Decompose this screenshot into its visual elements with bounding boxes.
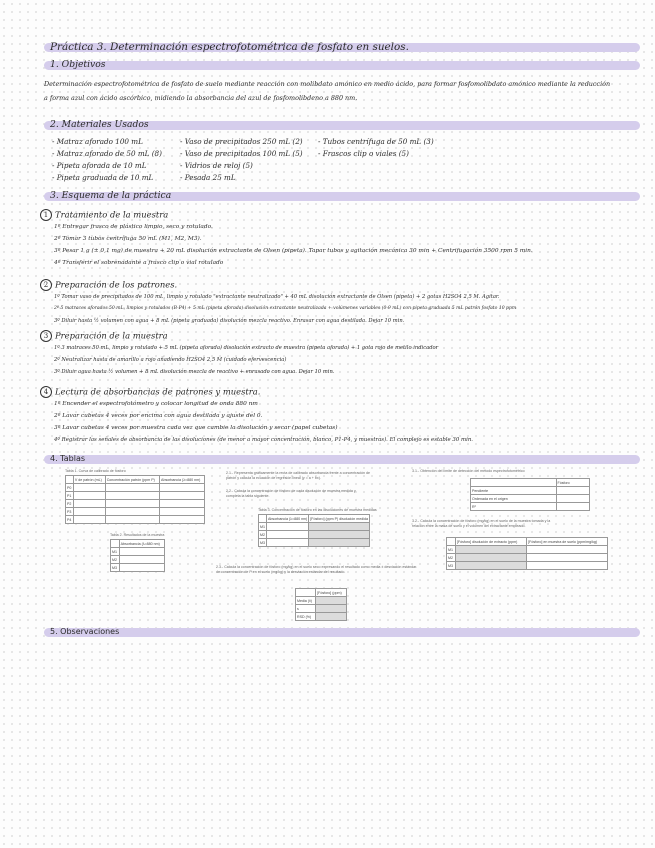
- step-1-title: [40, 209, 168, 221]
- table-header-cell: [Fósforo] (ppm P) disolución medida: [310, 516, 368, 521]
- table-row-label: M3: [260, 540, 265, 545]
- section-band-observaciones: [44, 628, 640, 637]
- table-2: [110, 539, 165, 572]
- table-cell[interactable]: [119, 548, 164, 556]
- table-cell[interactable]: [105, 484, 159, 492]
- table-header-cell: [Fósforo] en muestra de suelo (ppm/mg/kg): [527, 538, 608, 546]
- question-text: 2.2.- Calcula la concentración de fósforo de cada disolución de muestra medida y: [226, 489, 356, 493]
- table-row-label: M1: [111, 548, 120, 556]
- question-text: 3.2.- Calcula la concentración de fósforo (mg/kg) en el suelo de la muestra tomada y la: [412, 519, 551, 523]
- table-header-cell: [Fósforo] (ppm): [316, 589, 347, 597]
- material-item: - Vaso de precipitados 100 mL (5): [180, 149, 303, 158]
- table-row-label: s: [296, 605, 316, 613]
- table-cell[interactable]: [309, 523, 370, 531]
- table-cell[interactable]: [160, 500, 205, 508]
- table-cell[interactable]: [316, 605, 347, 613]
- table-4: [295, 588, 347, 621]
- table-cell[interactable]: [73, 516, 105, 524]
- question-3-1: 3.1.- Obtención del límite de detección del método espectrofotométrico: [412, 469, 525, 473]
- step-line: 3º Pesar 1 g (± 0,1 mg) de muestra + 20 mL disolución extractante de Olsen (pipeta). Tapar tubos y agitación mecánica 30 min + Centrifugación 3500 rpm 5 min.: [54, 248, 533, 254]
- table-header-cell: [259, 515, 267, 523]
- table-header-cell: [447, 538, 456, 546]
- table-header-cell: Concentración patrón (ppm P): [105, 476, 159, 484]
- table-cell[interactable]: [105, 492, 159, 500]
- table-cell[interactable]: [455, 546, 526, 554]
- table-row-label: Media (x̄): [296, 597, 316, 605]
- table-6: [446, 537, 608, 570]
- material-item: - Tubos centrífuga de 50 mL (3): [318, 137, 434, 146]
- table-cell[interactable]: [119, 556, 164, 564]
- question-2-3: [216, 565, 417, 575]
- table-cell[interactable]: [160, 484, 205, 492]
- table-row-label: P2: [67, 501, 72, 506]
- table-cell[interactable]: [105, 516, 159, 524]
- material-item: - Vaso de precipitados 250 mL (2): [180, 137, 303, 146]
- table-cell[interactable]: [556, 495, 590, 503]
- step-number-badge: 4: [40, 386, 52, 398]
- step-line: 1º Tomar vaso de precipitados de 100 mL, limpio y rotulado "extractante neutralizado" + 40 mL disolución extractante de Olsen (pipeta) + 2 gotas H2SO4 2,5 M. Agitar.: [54, 294, 500, 300]
- table-header-cell: [66, 476, 74, 484]
- material-item: - Frascos clip o viales (5): [318, 149, 409, 158]
- table-cell[interactable]: [73, 500, 105, 508]
- table-header-cell: Absorbancia (λ=880 nm): [119, 540, 164, 548]
- table-cell[interactable]: [556, 503, 590, 511]
- material-item: - Pesada 25 mL: [180, 173, 236, 182]
- question-text: patrón y calcula la ecuación de regresión lineal (y = a + bx).: [226, 476, 321, 481]
- table-5: [470, 478, 590, 511]
- objective-line-1: Determinación espectrofotométrica de fosfato de suelo mediante reacción con molibdato amónico en medio ácido, para formar fosfomolibdato amónico mediante la reducción: [44, 80, 611, 88]
- material-item: - Matraz aforado 100 mL: [52, 137, 143, 146]
- step-line: 3º Diluir hasta ½ volumen con agua + 8 mL (pipeta graduada) disolución mezcla reactivo. Enrasar con agua destilada. Dejar 10 min.: [54, 318, 405, 324]
- question-text: de concentración de P en el suelo (mg/kg) y la desviación estándar del resultado.: [216, 570, 346, 575]
- objective-line-2: a forma azul con ácido ascórbico, midiendo la absorbancia del azul de fosfomolibdeno a 880 nm.: [44, 94, 358, 102]
- table-cell[interactable]: [316, 597, 347, 605]
- table-header-cell: Absorbancia (λ=880 nm): [268, 516, 308, 521]
- table-cell[interactable]: [267, 531, 309, 539]
- section-band-tablas: [44, 455, 640, 464]
- table-row-label: M2: [447, 554, 456, 562]
- step-line: 2º 5 matraces aforados 50 mL, limpios y rotulados (B-P4) + 5 mL (pipeta aforada) disolución extractante neutralizada + volúmenes variables (0-9 mL) con pipeta graduada 5 mL patrón fosfato 10 ppm: [54, 306, 517, 311]
- table-row-label: Pendiente: [471, 487, 557, 495]
- step-line: 4º Transferir el sobrenadante a frasco clip o vial rotulado: [54, 260, 224, 266]
- step-line: 1º Encender el espectrofotómetro y colocar longitud de onda 880 nm: [54, 401, 258, 407]
- table-row-label: M1: [447, 546, 456, 554]
- table-cell[interactable]: [455, 562, 526, 570]
- table-cell[interactable]: [160, 516, 205, 524]
- table-row-label: M3: [447, 562, 456, 570]
- question-2-1: [226, 471, 370, 481]
- step-line: 3º Diluir agua hasta ½ volumen + 8 mL disolución mezcla de reactivo + enrasado con agua. Dejar 10 min.: [54, 369, 335, 375]
- question-3-2: [412, 519, 550, 529]
- table-row-label: M2: [111, 556, 120, 564]
- step-line: 2º Tomar 3 tubos centrífuga 50 mL (M1, M2, M3).: [54, 236, 202, 242]
- table-row-label: M2: [260, 532, 265, 537]
- table-header-cell: V de patrón (mL): [73, 476, 105, 484]
- table-cell[interactable]: [73, 508, 105, 516]
- question-text: completa la tabla siguiente.: [226, 494, 270, 499]
- question-text: 2.3.- Calcula la concentración de fósforo (mg/kg) en el suelo seco expresando el resultado como media ± desviación estándar.: [216, 565, 418, 569]
- step-4-title: [40, 386, 260, 398]
- step-title-text: Tratamiento de la muestra: [55, 209, 169, 220]
- table-row-label: P0: [67, 485, 72, 490]
- step-title-text: Preparación de los patrones.: [55, 279, 178, 290]
- table-cell[interactable]: [160, 492, 205, 500]
- table-cell[interactable]: [267, 523, 309, 531]
- table-row-label: M1: [260, 524, 265, 529]
- table-cell[interactable]: [527, 546, 608, 554]
- table-header-cell: [Fósforo] disolución de extracto (ppm): [455, 538, 526, 546]
- step-number-badge: 1: [40, 209, 52, 221]
- table-3: [258, 514, 370, 547]
- table-1-caption: Tabla 1. Curva de calibrado de fósforo: [65, 469, 126, 473]
- section-band-objetivos: [44, 61, 640, 70]
- section-heading-materiales: 2. Materiales Usados: [50, 119, 149, 130]
- table-row-label: P4: [67, 517, 72, 522]
- material-item: - Pipeta graduada de 10 mL: [52, 173, 154, 182]
- step-line: 3º Lavar cubetas 4 veces por muestra cada vez que cambie la disolución y secar (papel cubetas): [54, 425, 338, 431]
- page-title: Práctica 3. Determinación espectrofotométrica de fosfato en suelos.: [50, 41, 409, 53]
- table-cell[interactable]: [527, 562, 608, 570]
- table-cell[interactable]: [160, 508, 205, 516]
- section-heading-observaciones: 5. Observaciones: [50, 627, 120, 636]
- table-3-caption: Tabla 3. Concentración de fósforo en las disoluciones de muestra medidas: [258, 508, 377, 512]
- step-line: 4º Registrar las señales de absorbancia de las disoluciones (de menor a mayor concentración, blanco, P1-P4, y muestras). El complejo es estable 30 min.: [54, 437, 474, 443]
- material-item: - Matraz aforado de 50 mL (8): [52, 149, 162, 158]
- step-2-title: [40, 279, 177, 291]
- question-text: 2.1.- Representa gráficamente la recta de calibrado absorbancia frente a concentración de: [226, 471, 371, 475]
- step-3-title: [40, 330, 168, 342]
- step-line: 1º Entregar frasco de plástico limpio, seco y rotulado.: [54, 224, 213, 230]
- table-row-label: P1: [67, 493, 72, 498]
- step-line: 1º 3 matraces 50 mL, limpio y rotulado + 5 mL (pipeta aforada) disolución extracto de muestra (pipeta aforada) + 1 gota rojo de metilo indicador: [54, 345, 439, 351]
- table-row-label: RSD (%): [296, 613, 316, 621]
- table-cell[interactable]: [73, 492, 105, 500]
- table-cell[interactable]: [105, 500, 159, 508]
- step-number-badge: 3: [40, 330, 52, 342]
- question-text: relación entre la masa de suelo y el volumen del extractante empleado.: [412, 524, 526, 529]
- table-2-caption: Tabla 2. Resultados de la muestra: [110, 533, 165, 537]
- section-heading-objetivos: 1. Objetivos: [50, 59, 106, 70]
- step-number-badge: 2: [40, 279, 52, 291]
- section-heading-tablas: 4. Tablas: [50, 454, 86, 463]
- table-cell[interactable]: [455, 554, 526, 562]
- table-cell[interactable]: [309, 531, 370, 539]
- material-item: - Pipeta aforada de 10 mL: [52, 161, 147, 170]
- table-header-cell: [471, 479, 557, 487]
- table-1: [65, 475, 205, 524]
- table-cell[interactable]: [73, 484, 105, 492]
- step-title-text: Lectura de absorbancias de patrones y muestra.: [55, 386, 261, 397]
- table-cell[interactable]: [119, 564, 164, 572]
- table-cell[interactable]: [527, 554, 608, 562]
- table-header-cell: Absorbancia (λ=880 nm): [160, 476, 205, 484]
- step-line: 2º Lavar cubetas 4 veces por encima con agua destilada y ajuste del 0.: [54, 413, 263, 419]
- section-heading-esquema: 3. Esquema de la práctica: [50, 190, 172, 201]
- table-cell[interactable]: [316, 613, 347, 621]
- question-2-2: [226, 489, 356, 499]
- table-cell[interactable]: [105, 508, 159, 516]
- material-item: - Vidrios de reloj (5): [180, 161, 253, 170]
- table-row-label: P3: [67, 509, 72, 514]
- table-row-label: M3: [111, 564, 120, 572]
- table-cell[interactable]: [309, 539, 370, 547]
- table-row-label: R²: [471, 503, 557, 511]
- step-line: 2º Neutralizar hasta de amarillo a rojo añadiendo H2SO4 2,5 M (cuidado efervescencia): [54, 357, 287, 363]
- table-header-cell: [111, 540, 120, 548]
- table-header-cell: [296, 589, 316, 597]
- table-cell[interactable]: [556, 487, 590, 495]
- step-title-text: Preparación de la muestra: [55, 330, 168, 341]
- table-cell[interactable]: [267, 539, 309, 547]
- table-row-label: Ordenada en el origen: [471, 495, 557, 503]
- table-header-cell: Fósforo: [556, 479, 590, 487]
